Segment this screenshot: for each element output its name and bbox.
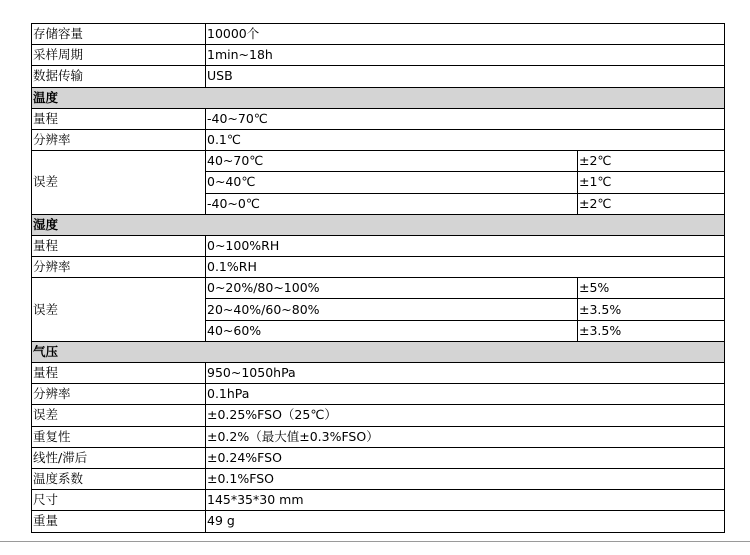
spec-label: 误差 [32, 405, 206, 426]
spec-label: 存储容量 [32, 24, 206, 45]
error-range: 0~20%/80~100% [206, 278, 578, 299]
table-row [32, 108, 725, 129]
spec-label: 分辨率 [32, 384, 206, 405]
section-header-humidity [32, 214, 725, 235]
error-range: 20~40%/60~80% [206, 299, 578, 320]
error-range: 40~70℃ [206, 151, 578, 172]
spec-value: ±0.25%FSO（25℃） [206, 405, 725, 426]
spec-label: 量程 [32, 363, 206, 384]
table-row [32, 24, 725, 45]
spec-label: 量程 [32, 235, 206, 256]
spec-label: 误差 [32, 278, 206, 342]
table-row [32, 468, 725, 489]
spec-value: -40~70℃ [206, 108, 725, 129]
spec-label: 分辨率 [32, 257, 206, 278]
error-value: ±3.5% [578, 299, 725, 320]
spec-value: 1min~18h [206, 45, 725, 66]
spec-label: 重复性 [32, 426, 206, 447]
table-row [32, 490, 725, 511]
spec-value: USB [206, 66, 725, 87]
section-title: 湿度 [32, 214, 725, 235]
bottom-divider [0, 541, 750, 542]
spec-value: 0~100%RH [206, 235, 725, 256]
table-row [32, 257, 725, 278]
section-header-pressure [32, 341, 725, 362]
error-value: ±5% [578, 278, 725, 299]
table-row [32, 405, 725, 426]
spec-value: 10000个 [206, 24, 725, 45]
spec-label: 重量 [32, 511, 206, 532]
table-row [32, 45, 725, 66]
spec-label: 分辨率 [32, 129, 206, 150]
table-row [32, 426, 725, 447]
spec-value: 950~1050hPa [206, 363, 725, 384]
error-range: -40~0℃ [206, 193, 578, 214]
spec-label: 量程 [32, 108, 206, 129]
spec-value: ±0.24%FSO [206, 447, 725, 468]
error-value: ±1℃ [578, 172, 725, 193]
spec-value: 0.1%RH [206, 257, 725, 278]
spec-label: 误差 [32, 151, 206, 215]
table-row [32, 363, 725, 384]
error-value: ±2℃ [578, 193, 725, 214]
spec-label: 尺寸 [32, 490, 206, 511]
spec-value: 0.1℃ [206, 129, 725, 150]
error-range: 0~40℃ [206, 172, 578, 193]
spec-value: 145*35*30 mm [206, 490, 725, 511]
section-title: 温度 [32, 87, 725, 108]
table-row [32, 235, 725, 256]
spec-value: 0.1hPa [206, 384, 725, 405]
section-header-temperature [32, 87, 725, 108]
table-row [32, 66, 725, 87]
table-row [32, 278, 725, 299]
table-row [32, 511, 725, 532]
spec-value: 49 g [206, 511, 725, 532]
spec-label: 线性/滞后 [32, 447, 206, 468]
error-range: 40~60% [206, 320, 578, 341]
error-value: ±3.5% [578, 320, 725, 341]
spec-label: 数据传输 [32, 66, 206, 87]
spec-label: 温度系数 [32, 468, 206, 489]
table-row [32, 151, 725, 172]
error-value: ±2℃ [578, 151, 725, 172]
spec-table [31, 23, 725, 533]
table-row [32, 129, 725, 150]
spec-label: 采样周期 [32, 45, 206, 66]
spec-value: ±0.1%FSO [206, 468, 725, 489]
spec-value: ±0.2%（最大值±0.3%FSO） [206, 426, 725, 447]
table-row [32, 447, 725, 468]
section-title: 气压 [32, 341, 725, 362]
table-row [32, 384, 725, 405]
